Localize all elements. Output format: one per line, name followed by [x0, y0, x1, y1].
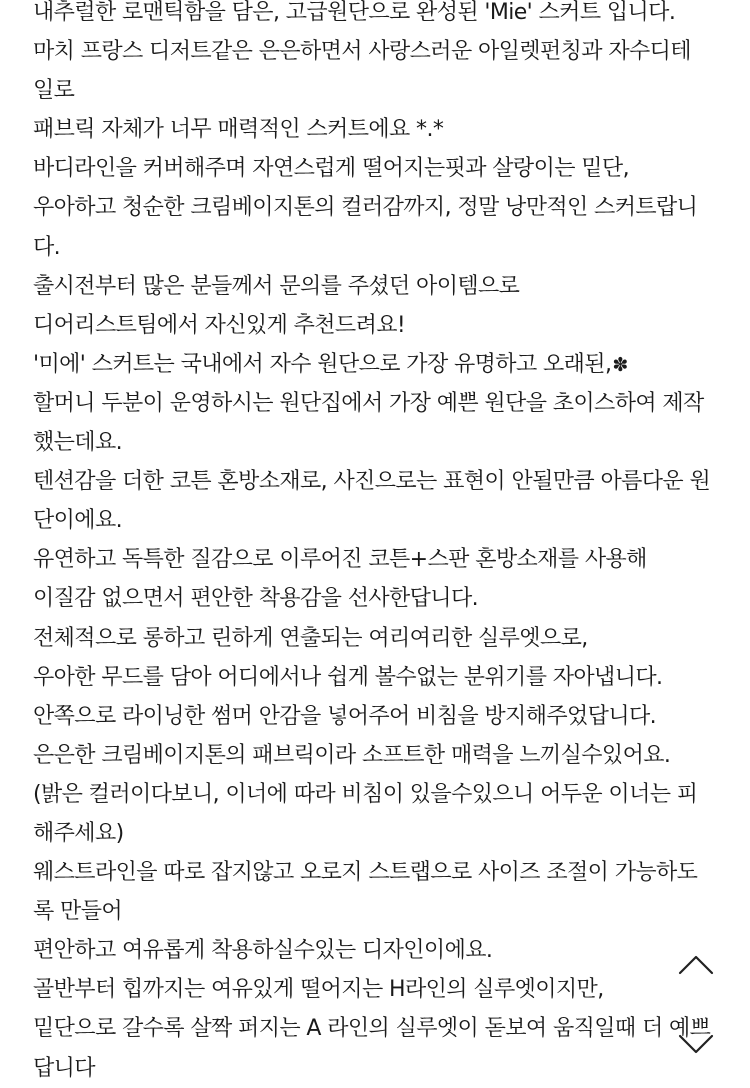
description-line: 밑단으로 갈수록 살짝 퍼지는 A 라인의 실루엣이 돋보여 움직일때 더 예쁘	[33, 1016, 711, 1042]
description-line: 했는데요.	[33, 430, 123, 456]
description-line: 텐션감을 더한 코튼 혼방소재로, 사진으로는 표현이 안될만큼 아름다운 원	[33, 469, 711, 495]
description-line: 마치 프랑스 디저트같은 은은하면서 사랑스러운 아일렛펀칭과 자수디테	[33, 39, 691, 65]
description-line: 단이에요.	[33, 508, 123, 534]
description-line: 패브릭 자체가 너무 매력적인 스커트에요 *.*	[33, 117, 444, 143]
description-line: 골반부터 힙까지는 여유있게 떨어지는 H라인의 실루엣이지만,	[33, 977, 604, 1003]
scroll-to-bottom-button[interactable]	[677, 1030, 715, 1058]
description-line-text: '미에' 스커트는 국내에서 자수 원단으로 가장 유명하고 오래된,	[33, 351, 612, 377]
description-line-with-flower	[33, 345, 723, 384]
description-line: 해주세요)	[33, 820, 124, 846]
description-line: 우아한 무드를 담아 어디에서나 쉽게 볼수없는 분위기를 자아냅니다.	[33, 664, 663, 690]
description-line: 유연하고 독특한 질감으로 이루어진 코튼+스판 혼방소재를 사용해	[33, 547, 647, 573]
description-line: 답니다	[33, 1055, 95, 1081]
description-line: 은은한 크림베이지톤의 패브릭이라 소프트한 매력을 느끼실수있어요.	[33, 742, 671, 768]
description-line: 출시전부터 많은 분들께서 문의를 주셨던 아이템으로	[33, 273, 520, 299]
chevron-down-icon	[677, 1030, 715, 1058]
flower-icon: ✽	[612, 353, 628, 376]
scroll-to-top-button[interactable]	[677, 951, 715, 979]
description-line: 할머니 두분이 운영하시는 원단집에서 가장 예쁜 원단을 초이스하여 제작	[33, 390, 704, 416]
description-line: 다.	[33, 234, 61, 260]
chevron-up-icon	[677, 951, 715, 979]
description-line: 안쪽으로 라이닝한 썸머 안감을 넣어주어 비침을 방지해주었답니다.	[33, 703, 657, 729]
description-line: 디어리스트팀에서 자신있게 추천드려요!	[33, 312, 406, 338]
description-line: 전체적으로 롱하고 린하게 연출되는 여리여리한 실루엣으로,	[33, 625, 588, 651]
description-line: 록 만들어	[33, 899, 123, 925]
product-description	[33, 0, 723, 1088]
description-line: 이질감 없으면서 편안한 착용감을 선사한답니다.	[33, 586, 479, 612]
description-line: 바디라인을 커버해주며 자연스럽게 떨어지는핏과 살랑이는 밑단,	[33, 156, 629, 182]
description-line: 편안하고 여유롭게 착용하실수있는 디자인이에요.	[33, 938, 493, 964]
description-line: 우아하고 청순한 크림베이지톤의 컬러감까지, 정말 낭만적인 스커트랍니	[33, 195, 698, 221]
description-line: 일로	[33, 78, 75, 104]
description-line: 웨스트라인을 따로 잡지않고 오로지 스트랩으로 사이즈 조절이 가능하도	[33, 860, 698, 886]
description-line: 내추럴한 로맨틱함을 담은, 고급원단으로 완성된 'Mie' 스커트 입니다.	[33, 0, 676, 25]
description-line: (밝은 컬러이다보니, 이너에 따라 비침이 있을수있으니 어두운 이너는 피	[33, 781, 698, 807]
